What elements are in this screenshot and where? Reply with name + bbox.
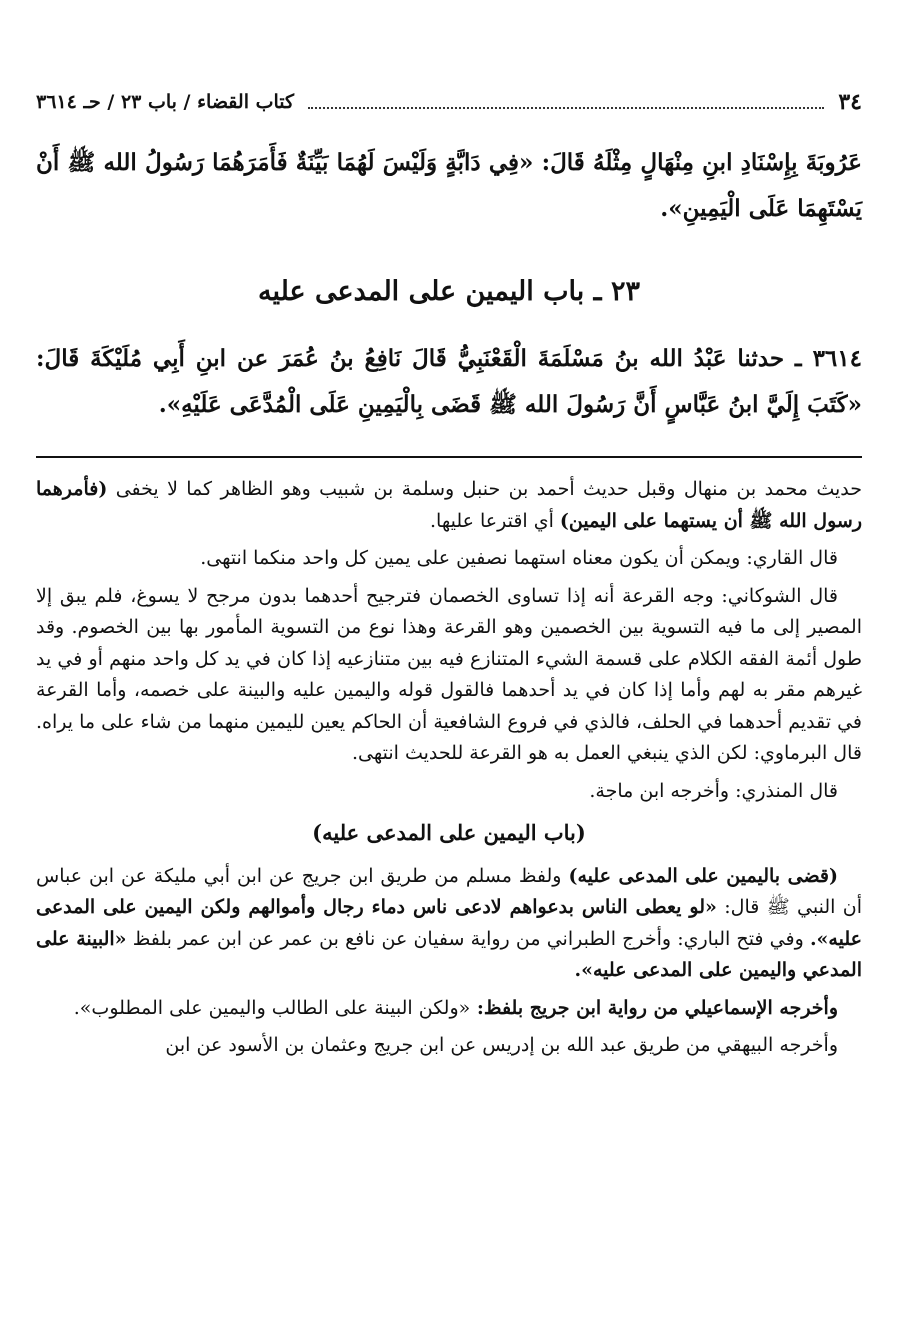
- commentary-quote-bold: (قضى باليمين على المدعى عليه): [568, 864, 838, 887]
- commentary-quote-bold: «لو يعطى الناس بدعواهم لادعى ناس دماء رجال وأموالهم ولكن اليمين على المدعى عليه».: [36, 896, 862, 950]
- page-number: ٣٤: [838, 89, 862, 115]
- commentary-text: وأخرجه الإسماعيلي من رواية ابن جريج بلفظ:: [470, 996, 838, 1019]
- commentary-text: وفي فتح الباري: وأخرج الطبراني من رواية سفيان عن نافع بن عمر عن ابن عمر بلفظ: [126, 927, 810, 950]
- hadith-main-text: ٣٦١٤ ـ حدثنا عَبْدُ الله بنُ مَسْلَمَةَ الْقَعْنَبِيُّ قَالَ نَافِعُ بنُ عُمَرَ عن ابنِ أَبِي مُلَيْكَةَ قَالَ: «كَتَبَ إِلَيَّ ابنُ عَبَّاسٍ أَنَّ رَسُولَ الله ﷺ قَضَى بِالْيَمِينِ عَلَى الْمُدَّعَى عَلَيْهِ».: [36, 345, 862, 418]
- commentary-paragraph-2: قال القاري: ويمكن أن يكون معناه استهما نصفين على يمين كل واحد منكما انتهى.: [200, 547, 838, 569]
- running-head: كتاب القضاء / باب ٢٣ / حـ ٣٦١٤: [36, 91, 295, 113]
- commentary-paragraph-4: قال المنذري: وأخرجه ابن ماجة.: [589, 779, 838, 802]
- commentary-text: ولفظ مسلم من طريق ابن جريج عن ابن أبي مليكة عن ابن عباس أن النبي ﷺ قال:: [36, 864, 862, 918]
- commentary-quote: «ولكن البينة على الطالب واليمين على المطلوب».: [73, 996, 471, 1019]
- commentary-text: حديث محمد بن منهال وقبل حديث أحمد بن حنبل وسلمة بن شبيب وهو الظاهر كما لا يخفى: [107, 478, 862, 500]
- commentary-paragraph-7: وأخرجه البيهقي من طريق عبد الله بن إدريس عن ابن جريج وعثمان بن الأسود عن ابن: [165, 1034, 838, 1056]
- header-leader-dots: [308, 107, 824, 109]
- commentary-paragraph-6: [36, 993, 862, 1025]
- commentary-sub-heading: (باب اليمين على المدعى عليه): [312, 820, 586, 845]
- commentary-paragraph-5: [36, 861, 862, 987]
- footnote-separator: [36, 456, 862, 458]
- commentary-quote-bold: (فأمرهما رسول الله ﷺ أن يستهما على اليمين): [36, 478, 862, 532]
- commentary-quote-bold: «البينة على المدعي واليمين على المدعى عليه».: [36, 927, 862, 981]
- page-header: [36, 86, 862, 118]
- commentary-section: [36, 474, 862, 1068]
- hadith-continued-text: عَرُوبَةَ بِإِسْنَادِ ابنِ مِنْهَالٍ مِثْلَهُ قَالَ: «فِي دَابَّةٍ وَلَيْسَ لَهُمَا بَيِّنَةٌ فَأَمَرَهُمَا رَسُولُ الله ﷺ أَنْ يَسْتَهِمَا عَلَى الْيَمِينِ».: [36, 149, 862, 222]
- commentary-text: أي اقترعا عليها.: [430, 509, 560, 532]
- commentary-paragraph-1: [36, 474, 862, 537]
- chapter-title: ٢٣ ـ باب اليمين على المدعى عليه: [257, 276, 641, 307]
- commentary-paragraph-3: قال الشوكاني: وجه القرعة أنه إذا تساوى الخصمان فترجيح أحدهما بدون مرجح لا يسوغ، فلم يبق إلا المصير إلى ما فيه التسوية بين الخصمين وهو القرعة وهذا نوع من التسوية المأمور بها بين الخصوم. وقد طول أئمة الفقه الكلام على قسمة الشيء المتنازع فيه بين متنازعيه إذا كان في يد كل واحد منهم أو في يد غيرهم مقر به لهم وأما إذا كان في يد أحدهما فالقول قوله واليمين عليه والبينة على خصمه، وأما القرعة في تقديم أحدهما في الحلف، فالذي في فروع الشافعية أن الحاكم يعين لليمين منهما من شاء على ما يراه. قال البرماوي: لكن الذي ينبغي العمل به هو القرعة للحديث انتهى.: [36, 584, 862, 764]
